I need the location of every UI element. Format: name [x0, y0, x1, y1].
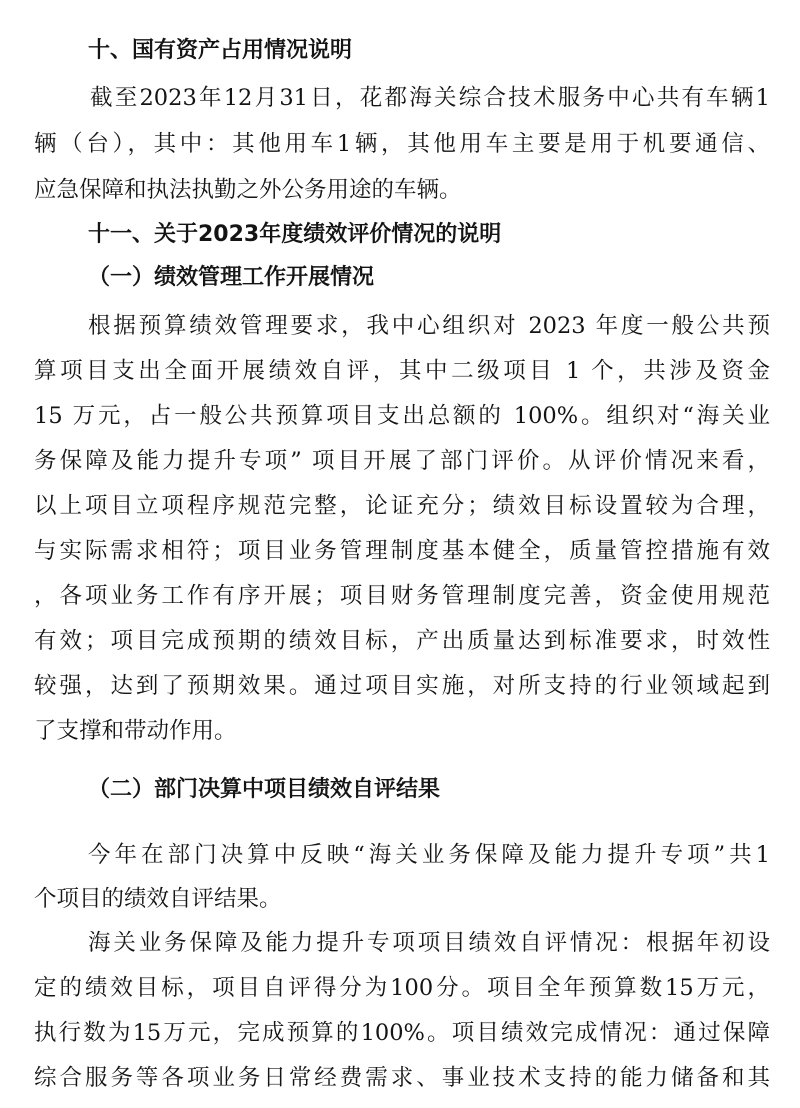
paragraph-line: 综合服务等各项业务日常经费需求、事业技术支持的能力储备和其	[34, 1065, 770, 1091]
paragraph-line: 较强，达到了预期效果。通过项目实施，对所支持的行业领域起到	[34, 673, 770, 699]
subsection-heading-self-evaluation: （二）部门决算中项目绩效自评结果	[88, 777, 441, 802]
section-heading-performance: 十一、关于2023年度绩效评价情况的说明	[88, 222, 502, 247]
paragraph-line: 个项目的绩效自评结果。	[34, 886, 282, 912]
paragraph-line: 与实际需求相符；项目业务管理制度基本健全，质量管控措施有效	[34, 538, 770, 564]
paragraph-line: 15 万元，占一般公共预算项目支出总额的 100%。组织对“海关业	[34, 403, 770, 429]
paragraph-line: 执行数为15万元，完成预算的100%。项目绩效完成情况：通过保障	[34, 1020, 770, 1046]
paragraph-line: 截至2023年12月31日，花都海关综合技术服务中心共有车辆1	[90, 85, 770, 111]
paragraph-line: 了支撑和带动作用。	[34, 718, 237, 744]
paragraph-line: ，各项业务工作有序开展；项目财务管理制度完善，资金使用规范	[34, 583, 770, 609]
paragraph-line: 海关业务保障及能力提升专项项目绩效自评情况：根据年初设	[88, 930, 770, 956]
paragraph-line: 辆（台），其中：其他用车1辆，其他用车主要是用于机要通信、	[34, 131, 770, 157]
paragraph-line: 今年在部门决算中反映“海关业务保障及能力提升专项”共1	[88, 842, 770, 868]
paragraph-line: 务保障及能力提升专项” 项目开展了部门评价。从评价情况来看，	[34, 448, 770, 474]
paragraph-line: 以上项目立项程序规范完整，论证充分；绩效目标设置较为合理，	[34, 493, 770, 519]
section-heading-assets: 十、国有资产占用情况说明	[88, 38, 353, 63]
paragraph-line: 根据预算绩效管理要求，我中心组织对 2023 年度一般公共预	[88, 313, 770, 339]
paragraph-line: 定的绩效目标，项目自评得分为100分。项目全年预算数15万元，	[34, 975, 770, 1001]
subsection-heading-management: （一）绩效管理工作开展情况	[88, 265, 375, 290]
paragraph-line: 算项目支出全面开展绩效自评，其中二级项目 1 个，共涉及资金	[34, 358, 770, 384]
paragraph-line: 有效；项目完成预期的绩效目标，产出质量达到标准要求，时效性	[34, 628, 770, 654]
paragraph-line: 应急保障和执法执勤之外公务用途的车辆。	[34, 177, 462, 203]
